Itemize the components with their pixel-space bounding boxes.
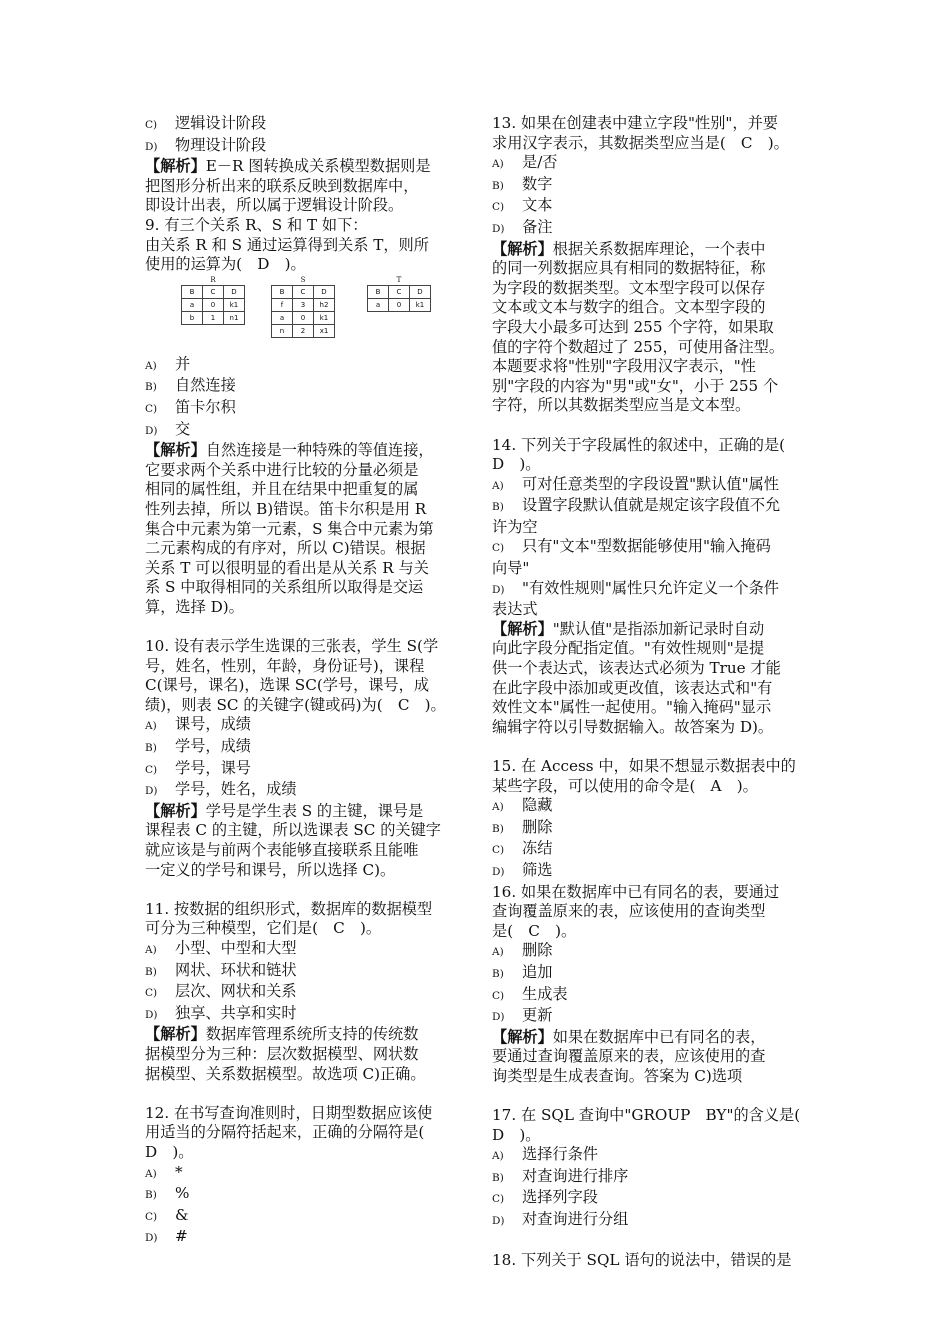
q16-stem: 查询覆盖原来的表，应该使用的查询类型	[492, 902, 766, 921]
q13-explanation-line: 本题要求将"性别"字段用汉字表示，"性	[492, 357, 756, 376]
q15-stem: 某些字段，可以使用的命令是( A )。	[492, 776, 758, 795]
cell: 0	[293, 311, 314, 324]
q15-option-b: B) 删除	[492, 817, 553, 836]
q9-option-c: C) 笛卡尔积	[145, 397, 236, 416]
q14-explanation-line: 向此字段分配指定值。"有效性规则"是提	[492, 639, 765, 658]
cell: B	[272, 285, 293, 298]
cell: B	[368, 285, 389, 298]
q14-option-b: B) 设置字段默认值就是规定该字段值不允	[492, 496, 781, 515]
q13-explanation-line: 文本或文本与数字的组合。文本型字段的	[492, 298, 766, 317]
q10-explanation: 【解析】学号是学生表 S 的主键，课号是	[145, 801, 424, 820]
q9-stem: 由关系 R 和 S 通过运算得到关系 T，则所	[145, 235, 429, 254]
q11-stem: 11. 按数据的组织形式，数据库的数据模型	[145, 899, 433, 918]
cell: C	[203, 285, 224, 298]
q13-explanation-line: 字段大小最多可达到 255 个字符，如果取	[492, 317, 774, 336]
q12-option-a: A) *	[145, 1162, 183, 1181]
q13-option-c: C) 文本	[492, 196, 553, 215]
q9-explanation: 【解析】自然连接是一种特殊的等值连接，	[145, 441, 434, 460]
q11-stem: 可分为三种模型，它们是( C )。	[145, 919, 382, 938]
cell: f	[272, 298, 293, 311]
q14-option-c-cont: 向导"	[492, 559, 530, 578]
q11-option-b: B) 网状、环状和链状	[145, 960, 297, 979]
cell: a	[272, 311, 293, 324]
q17-stem: D )。	[492, 1125, 541, 1144]
left-column	[145, 114, 463, 1249]
relation-r-table	[181, 285, 245, 325]
q14-option-b-cont: 许为空	[492, 517, 538, 536]
q12-stem: 12. 在书写查询准则时，日期型数据应该使	[145, 1103, 433, 1122]
relation-r-title: R	[210, 275, 216, 284]
q13-explanation-line: 值的字符个数超过了 255，可使用备注型。	[492, 337, 785, 356]
q11-option-a: A) 小型、中型和大型	[145, 938, 297, 957]
relation-t-table	[367, 285, 431, 312]
q11-option-c: C) 层次、网状和关系	[145, 982, 297, 1001]
q17-option-d: D) 对查询进行分组	[492, 1210, 629, 1229]
q10-option-c: C) 学号，课号	[145, 758, 251, 777]
q9-explanation-line: 算，选择 D)。	[145, 597, 244, 616]
q11-explanation-line: 据模型、关系数据模型。故选项 C)正确。	[145, 1064, 426, 1083]
q12-stem: D )。	[145, 1142, 194, 1161]
q11-option-d: D) 独享、共享和实时	[145, 1003, 297, 1022]
q8-option-c: C) 逻辑设计阶段	[145, 114, 267, 132]
q18-stem: 18. 下列关于 SQL 语句的说法中，错误的是	[492, 1251, 792, 1270]
q14-stem: 14. 下列关于字段属性的叙述中，正确的是(	[492, 435, 786, 454]
q13-stem: 求用汉字表示，其数据类型应当是( C )。	[492, 133, 789, 152]
q9-explanation-line: 关系 T 可以很明显的看出是从关系 R 与关	[145, 558, 429, 577]
q10-option-a: A) 课号，成绩	[145, 715, 251, 734]
q10-explanation-line: 就应该是与前两个表能够直接联系且能唯	[145, 841, 419, 859]
cell: n	[272, 324, 293, 337]
q9-stem: 9. 有三个关系 R、S 和 T 如下：	[145, 215, 368, 234]
q14-explanation: 【解析】"默认值"是指添加新记录时自动	[492, 619, 765, 638]
q10-explanation-line: 一定义的学号和课号，所以选择 C)。	[145, 860, 396, 879]
cell: k1	[224, 298, 245, 311]
q13-option-b: B) 数字	[492, 174, 553, 193]
relations-figure	[145, 275, 463, 351]
q9-explanation-line: 相同的属性组，并且在结果中把重复的属	[145, 480, 419, 499]
q9-explanation-line: 它要求两个关系中进行比较的分量必须是	[145, 460, 419, 479]
q8-explanation: 【解析】E－R 图转换成关系模型数据则是	[145, 157, 431, 176]
q17-stem: 17. 在 SQL 查询中"GROUP BY"的含义是(	[492, 1106, 801, 1125]
q16-option-c: C) 生成表	[492, 984, 568, 1003]
q16-stem: 是( C )。	[492, 921, 577, 940]
cell: x1	[314, 324, 335, 337]
q8-option-d: D) 物理设计阶段	[145, 135, 267, 154]
q16-explanation-line: 询类型是生成表查询。答案为 C)选项	[492, 1066, 743, 1085]
q11-explanation: 【解析】数据库管理系统所支持的传统数	[145, 1025, 419, 1044]
q13-explanation-line: 的同一列数据应具有相同的数据特征，称	[492, 259, 766, 278]
q14-explanation-line: 效性文本"属性一起使用。"输入掩码"显示	[492, 698, 772, 717]
q12-option-c: C) &	[145, 1205, 189, 1224]
q14-explanation-line: 供一个表达式，该表达式必须为 True 才能	[492, 659, 781, 678]
cell: b	[182, 311, 203, 324]
q16-explanation-line: 要通过查询覆盖原来的表，应该使用的查	[492, 1047, 766, 1066]
q14-option-a: A) 可对任意类型的字段设置"默认值"属性	[492, 474, 779, 493]
q13-option-d: D) 备注	[492, 217, 553, 236]
relation-s	[271, 275, 335, 338]
q12-option-b: B) %	[145, 1184, 190, 1203]
q9-explanation-line: 系 S 中取得相同的关系组所以取得是交运	[145, 578, 424, 597]
q10-stem: 绩)，则表 SC 的关键字(键或码)为( C )。	[145, 695, 446, 714]
q13-stem: 13. 如果在创建表中建立字段"性别"，并要	[492, 114, 778, 132]
q15-option-a: A) 隐藏	[492, 796, 553, 815]
cell: C	[293, 285, 314, 298]
q17-option-c: C) 选择列字段	[492, 1188, 598, 1207]
q16-option-a: A) 删除	[492, 941, 553, 960]
q9-stem: 使用的运算为( D )。	[145, 255, 306, 274]
cell: C	[389, 285, 410, 298]
q11-explanation-line: 据模型分为三种：层次数据模型、网状数	[145, 1044, 419, 1063]
cell: 2	[293, 324, 314, 337]
q8-explanation-line: 把图形分析出来的联系反映到数据库中，	[145, 176, 419, 195]
cell: h2	[314, 298, 335, 311]
q10-stem: 号，姓名，性别，年龄，身份证号)，课程	[145, 656, 425, 675]
q9-explanation-line: 集合中元素为第一元素，S 集合中元素为第	[145, 519, 434, 538]
cell: k1	[314, 311, 335, 324]
q14-explanation-line: 编辑字符以引导数据输入。故答案为 D)。	[492, 717, 774, 736]
q17-option-a: A) 选择行条件	[492, 1145, 598, 1164]
q13-explanation-line: 字符，所以其数据类型应当是文本型。	[492, 396, 751, 415]
q9-explanation-line: 性列去掉，所以 B)错误。笛卡尔积是用 R	[145, 499, 427, 518]
q15-option-d: D) 筛选	[492, 860, 553, 879]
q15-option-c: C) 冻结	[492, 839, 553, 858]
q14-explanation-line: 在此字段中添加或更改值，该表达式和"有	[492, 678, 773, 697]
q10-option-d: D) 学号，姓名，成绩	[145, 780, 297, 799]
q10-stem: 10. 设有表示学生选课的三张表，学生 S(学	[145, 637, 439, 656]
q13-explanation-line: 别"字段的内容为"男"或"女"，小于 255 个	[492, 376, 779, 395]
cell: D	[314, 285, 335, 298]
cell: n1	[224, 311, 245, 324]
q13-option-a: A) 是/否	[492, 153, 558, 172]
q10-explanation-line: 课程表 C 的主键，所以选课表 SC 的关键字	[145, 821, 441, 840]
cell: 1	[203, 311, 224, 324]
q13-explanation: 【解析】根据关系数据库理论，一个表中	[492, 239, 766, 258]
cell: D	[224, 285, 245, 298]
cell: a	[182, 298, 203, 311]
q8-explanation-line: 即设计出表，所以属于逻辑设计阶段。	[145, 196, 404, 215]
q13-explanation-line: 为字段的数据类型。文本型字段可以保存	[492, 278, 766, 297]
relation-t-title: T	[396, 275, 402, 284]
relation-s-title: S	[300, 275, 306, 284]
cell: D	[410, 285, 431, 298]
q12-option-d: D) #	[145, 1227, 188, 1246]
right-column	[492, 114, 808, 1271]
q14-stem: D )。	[492, 455, 541, 474]
cell: B	[182, 285, 203, 298]
q9-option-a: A) 并	[145, 354, 191, 373]
cell: 0	[389, 298, 410, 311]
q14-option-d-cont: 表达式	[492, 600, 538, 619]
q12-stem: 用适当的分隔符括起来，正确的分隔符是(	[145, 1123, 425, 1142]
q16-option-b: B) 追加	[492, 962, 553, 981]
q10-stem: C(课号，课名)，选课 SC(学号，课号，成	[145, 676, 430, 695]
q14-option-d: D) "有效性规则"属性只允许定义一个条件	[492, 578, 779, 597]
q9-option-b: B) 自然连接	[145, 376, 236, 395]
cell: 0	[203, 298, 224, 311]
q9-explanation-line: 二元素构成的有序对，所以 C)错误。根据	[145, 539, 426, 558]
q14-option-c: C) 只有"文本"型数据能够使用"输入掩码	[492, 537, 771, 556]
q10-option-b: B) 学号，成绩	[145, 737, 251, 756]
q16-option-d: D) 更新	[492, 1006, 553, 1025]
relation-t	[367, 275, 431, 312]
q16-explanation: 【解析】如果在数据库中已有同名的表，	[492, 1027, 766, 1046]
q16-stem: 16. 如果在数据库中已有同名的表，要通过	[492, 882, 780, 901]
q9-option-d: D) 交	[145, 419, 191, 438]
q17-option-b: B) 对查询进行排序	[492, 1166, 629, 1185]
cell: 3	[293, 298, 314, 311]
relation-r	[181, 275, 245, 325]
q15-stem: 15. 在 Access 中，如果不想显示数据表中的	[492, 757, 796, 775]
cell: k1	[410, 298, 431, 311]
cell: a	[368, 298, 389, 311]
relation-s-table	[271, 285, 335, 338]
